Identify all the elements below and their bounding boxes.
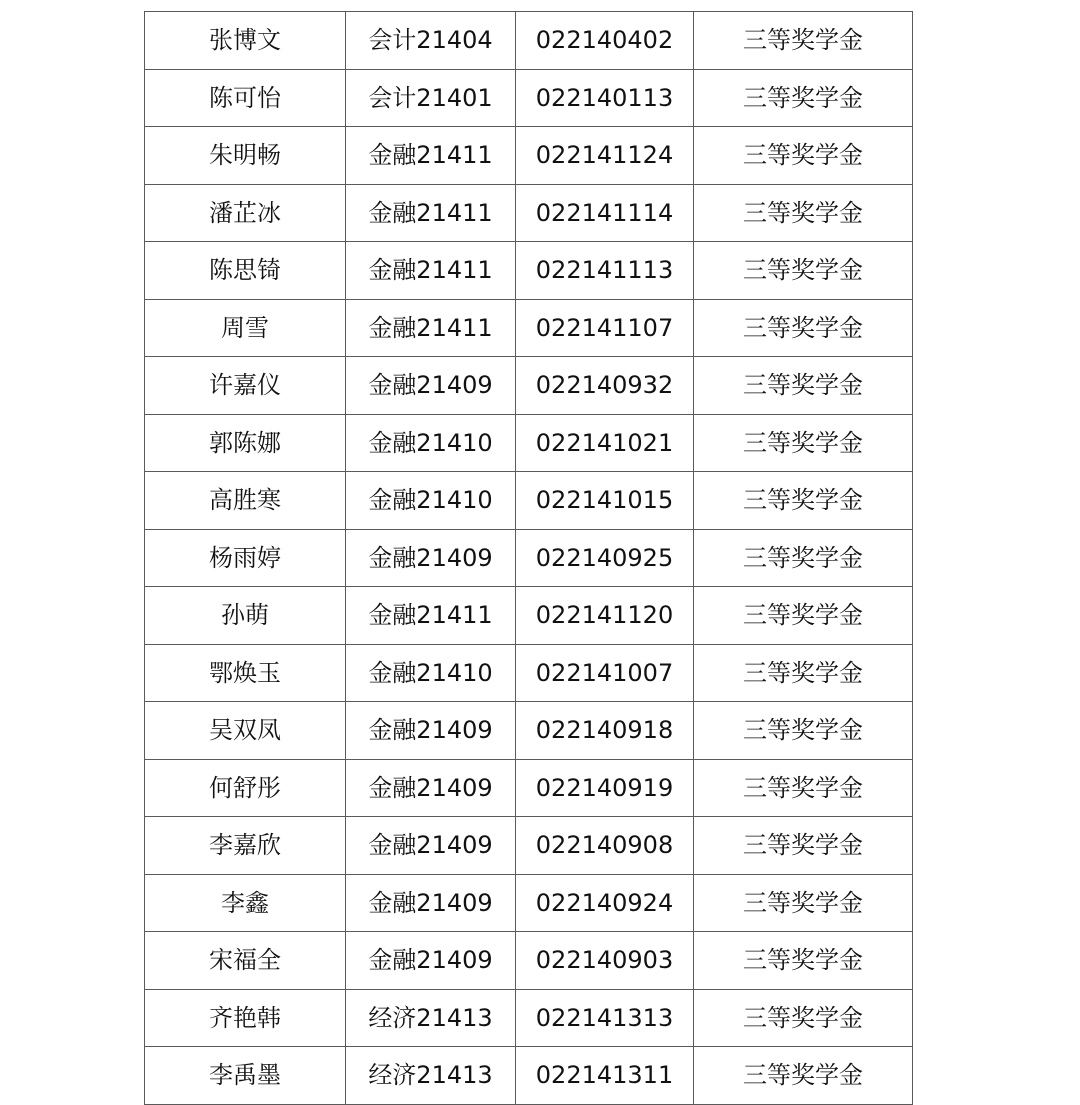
student-id-cell: 022141311 (516, 1047, 694, 1105)
table-row (145, 184, 913, 242)
award-cell: 三等奖学金 (694, 759, 913, 817)
student-id-cell: 022140932 (516, 357, 694, 415)
student-name-cell: 鄂焕玉 (145, 644, 346, 702)
table-row (145, 127, 913, 185)
table-row (145, 472, 913, 530)
award-cell: 三等奖学金 (694, 472, 913, 530)
student-id-cell: 022140908 (516, 817, 694, 875)
award-cell: 三等奖学金 (694, 702, 913, 760)
student-id-cell: 022140918 (516, 702, 694, 760)
award-cell: 三等奖学金 (694, 1047, 913, 1105)
student-name-cell: 陈可怡 (145, 69, 346, 127)
student-id-cell: 022141124 (516, 127, 694, 185)
student-id-cell: 022141113 (516, 242, 694, 300)
class-cell: 金融21411 (346, 242, 516, 300)
award-cell: 三等奖学金 (694, 357, 913, 415)
class-cell: 金融21410 (346, 414, 516, 472)
award-cell: 三等奖学金 (694, 932, 913, 990)
class-cell: 金融21409 (346, 874, 516, 932)
student-name-cell: 李嘉欣 (145, 817, 346, 875)
student-name-cell: 陈思锜 (145, 242, 346, 300)
class-cell: 金融21409 (346, 702, 516, 760)
table-row (145, 12, 913, 70)
student-id-cell: 022141015 (516, 472, 694, 530)
award-cell: 三等奖学金 (694, 414, 913, 472)
student-name-cell: 朱明畅 (145, 127, 346, 185)
table-row (145, 357, 913, 415)
table-row (145, 989, 913, 1047)
award-cell: 三等奖学金 (694, 529, 913, 587)
table-row (145, 817, 913, 875)
class-cell: 金融21409 (346, 759, 516, 817)
student-name-cell: 孙萌 (145, 587, 346, 645)
table-row (145, 69, 913, 127)
award-cell: 三等奖学金 (694, 127, 913, 185)
student-id-cell: 022140919 (516, 759, 694, 817)
student-name-cell: 高胜寒 (145, 472, 346, 530)
student-id-cell: 022141021 (516, 414, 694, 472)
student-id-cell: 022140925 (516, 529, 694, 587)
table-row (145, 702, 913, 760)
student-name-cell: 潘芷冰 (145, 184, 346, 242)
table-row (145, 759, 913, 817)
student-id-cell: 022141107 (516, 299, 694, 357)
class-cell: 金融21409 (346, 357, 516, 415)
student-name-cell: 齐艳韩 (145, 989, 346, 1047)
award-cell: 三等奖学金 (694, 69, 913, 127)
class-cell: 金融21410 (346, 472, 516, 530)
student-id-cell: 022141114 (516, 184, 694, 242)
table-row (145, 299, 913, 357)
student-id-cell: 022141313 (516, 989, 694, 1047)
student-id-cell: 022141120 (516, 587, 694, 645)
award-cell: 三等奖学金 (694, 242, 913, 300)
table-row (145, 414, 913, 472)
class-cell: 金融21411 (346, 587, 516, 645)
student-name-cell: 张博文 (145, 12, 346, 70)
class-cell: 金融21409 (346, 529, 516, 587)
table-row (145, 644, 913, 702)
class-cell: 经济21413 (346, 1047, 516, 1105)
award-cell: 三等奖学金 (694, 184, 913, 242)
class-cell: 金融21411 (346, 184, 516, 242)
table-row (145, 242, 913, 300)
scholarship-table (144, 11, 913, 1105)
student-id-cell: 022140402 (516, 12, 694, 70)
award-cell: 三等奖学金 (694, 817, 913, 875)
class-cell: 金融21409 (346, 932, 516, 990)
table-row (145, 932, 913, 990)
table-row (145, 874, 913, 932)
student-name-cell: 李禹墨 (145, 1047, 346, 1105)
class-cell: 金融21410 (346, 644, 516, 702)
student-name-cell: 郭陈娜 (145, 414, 346, 472)
student-id-cell: 022141007 (516, 644, 694, 702)
award-cell: 三等奖学金 (694, 989, 913, 1047)
student-id-cell: 022140924 (516, 874, 694, 932)
student-name-cell: 杨雨婷 (145, 529, 346, 587)
student-name-cell: 宋福全 (145, 932, 346, 990)
scholarship-table-body (145, 12, 913, 1105)
student-name-cell: 李鑫 (145, 874, 346, 932)
award-cell: 三等奖学金 (694, 12, 913, 70)
student-name-cell: 吴双凤 (145, 702, 346, 760)
table-row (145, 587, 913, 645)
student-name-cell: 周雪 (145, 299, 346, 357)
class-cell: 金融21411 (346, 299, 516, 357)
award-cell: 三等奖学金 (694, 587, 913, 645)
class-cell: 金融21409 (346, 817, 516, 875)
student-id-cell: 022140903 (516, 932, 694, 990)
class-cell: 金融21411 (346, 127, 516, 185)
award-cell: 三等奖学金 (694, 874, 913, 932)
class-cell: 会计21401 (346, 69, 516, 127)
table-row (145, 529, 913, 587)
table-row (145, 1047, 913, 1105)
student-id-cell: 022140113 (516, 69, 694, 127)
student-name-cell: 何舒彤 (145, 759, 346, 817)
award-cell: 三等奖学金 (694, 644, 913, 702)
class-cell: 经济21413 (346, 989, 516, 1047)
award-cell: 三等奖学金 (694, 299, 913, 357)
class-cell: 会计21404 (346, 12, 516, 70)
student-name-cell: 许嘉仪 (145, 357, 346, 415)
